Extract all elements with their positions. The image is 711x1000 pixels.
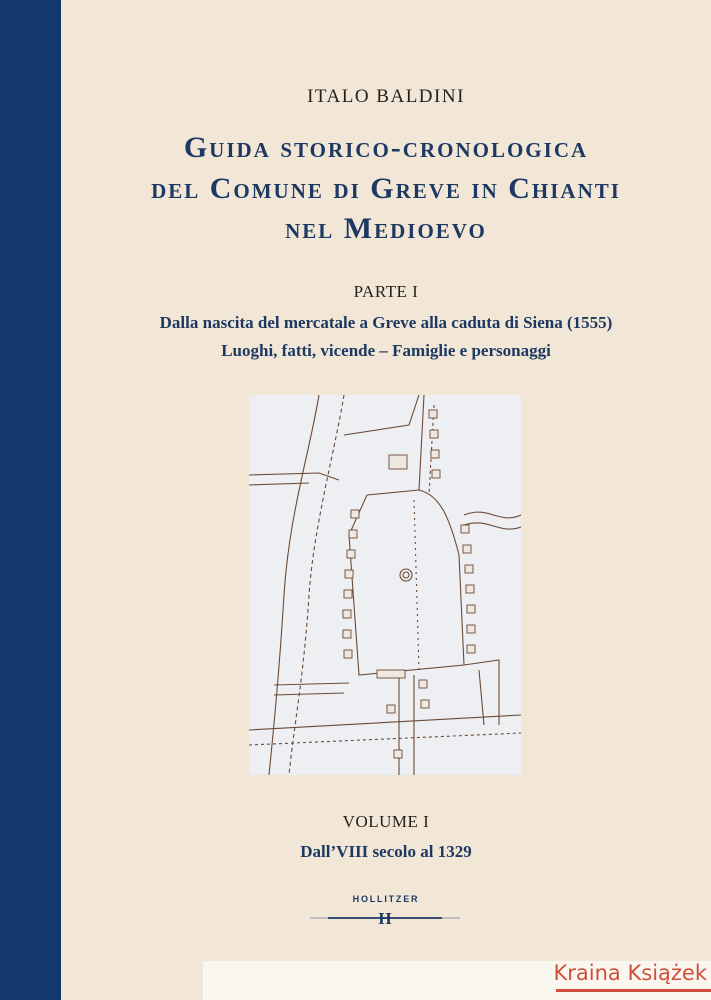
watermark-book-icon (556, 989, 711, 992)
publisher-name: HOLLITZER (352, 894, 420, 904)
author-name: ITALO BALDINI (307, 86, 465, 107)
map-drawing (249, 395, 521, 775)
historical-map-illustration (249, 395, 521, 775)
title-line-1: Guida storico-cronologica (183, 131, 589, 164)
watermark-banner (203, 961, 711, 1000)
volume-subtitle: Dall’VIII secolo al 1329 (300, 842, 472, 861)
publisher-logo (310, 910, 460, 926)
part-subtitle-2: Luoghi, fatti, vicende – Famiglie e personaggi (221, 341, 551, 360)
watermark-text: Kraina Książek (553, 961, 707, 985)
title-line-2: del Comune di Greve in Chianti (151, 172, 621, 205)
part-label: PARTE I (353, 282, 419, 301)
part-subtitle-1: Dalla nascita del mercatale a Greve alla caduta di Siena (1555) (159, 313, 613, 332)
book-spine (0, 0, 61, 1000)
title-line-3: nel Medioevo (285, 212, 487, 245)
svg-text:H: H (378, 910, 392, 926)
publisher-h-icon (310, 910, 460, 926)
volume-label: VOLUME I (342, 812, 430, 831)
